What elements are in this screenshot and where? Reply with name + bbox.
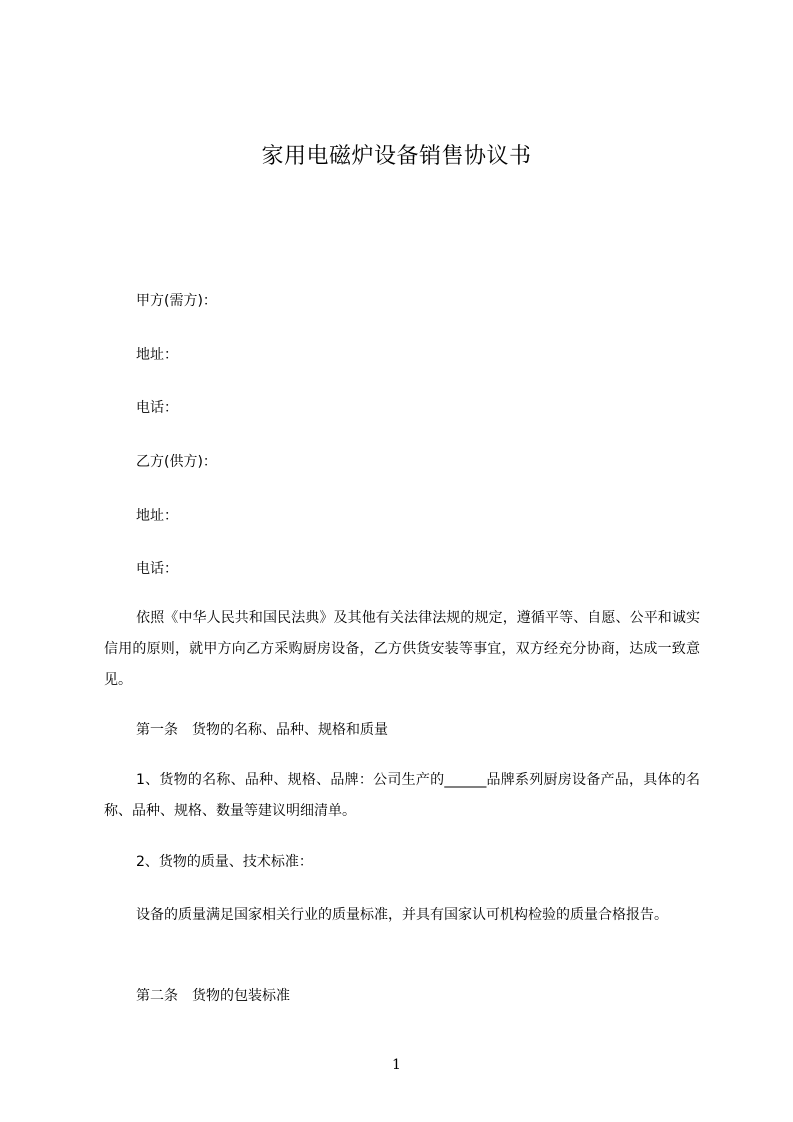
preamble-paragraph <box>104 603 700 696</box>
document-title: 家用电磁炉设备销售协议书 <box>261 144 532 169</box>
article-1-item-1-text: 1、货物的名称、品种、规格、品牌：公司生产的______品牌系列厨房设备产品，具体的名称、品种、规格、数量等建议明细清单。 <box>104 772 700 819</box>
article-1-item-1 <box>104 765 700 827</box>
party-b-address: 地址： <box>136 508 178 524</box>
article-1-item-2-text: 设备的质量满足国家相关行业的质量标准，并具有国家认可机构检验的质量合格报告。 <box>136 907 668 923</box>
article-1-item-2-paragraph <box>104 900 700 931</box>
article-2-heading: 第二条 货物的包装标准 <box>136 988 290 1004</box>
page-number: 1 <box>392 1057 401 1073</box>
article-1-item-2: 2、货物的质量、技术标准： <box>136 854 313 870</box>
party-a-address: 地址： <box>136 347 178 363</box>
party-b-phone: 电话： <box>136 561 178 577</box>
party-a-phone: 电话： <box>136 400 178 416</box>
party-b-label: 乙方(供方)： <box>136 454 217 470</box>
party-a-label: 甲方(需方)： <box>136 293 217 309</box>
article-1-heading: 第一条 货物的名称、品种、规格和质量 <box>136 722 388 738</box>
preamble-text: 依照《中华人民共和国民法典》及其他有关法律法规的规定，遵循平等、自愿、公平和诚实信用的原则，就甲方向乙方采购厨房设备，乙方供货安装等事宜，双方经充分协商，达成一致意见。 <box>104 610 700 688</box>
